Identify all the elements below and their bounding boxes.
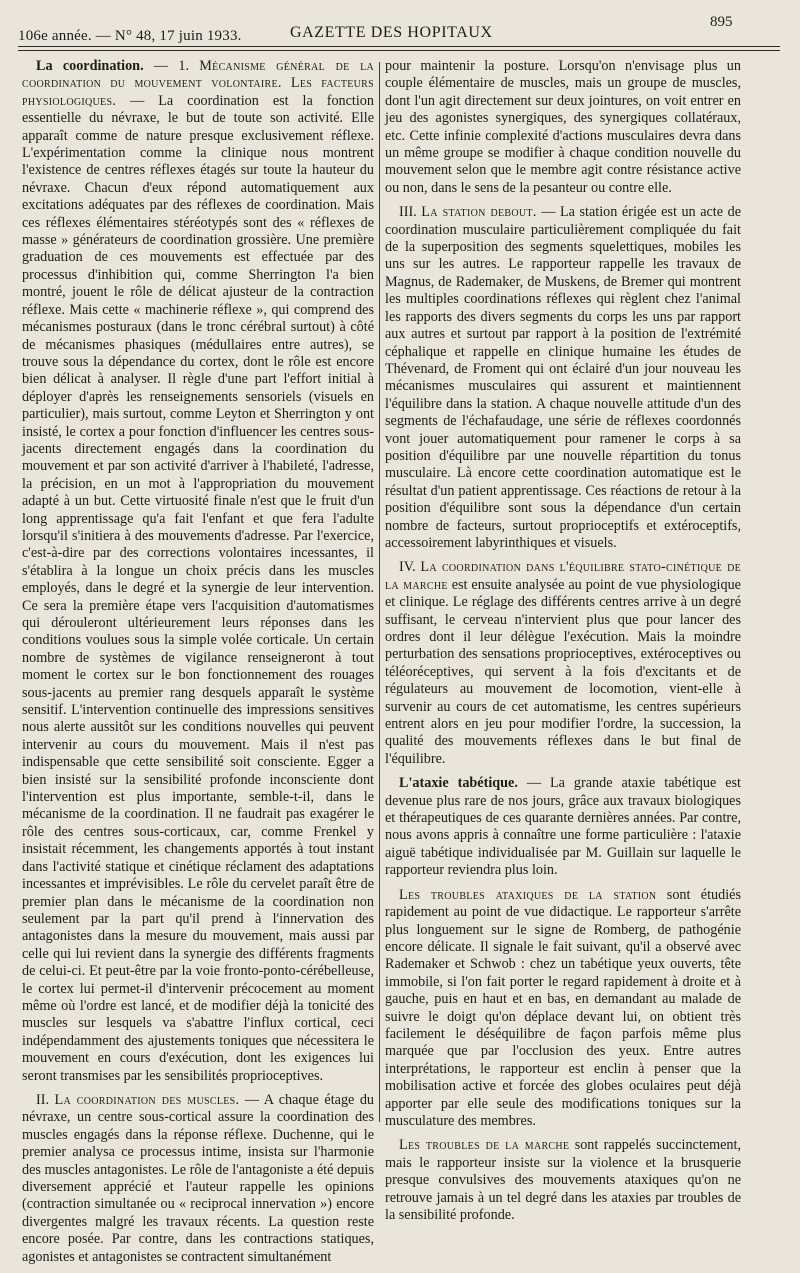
section-number: — 1. <box>143 58 200 74</box>
paragraph-station <box>385 204 741 552</box>
paragraph-text: pour maintenir la posture. Lorsqu'on n'envisage plus un couple élémentaire de muscles, mais un groupe de muscles, dont l'un agit directement sur deux jointures, on voit entrer en jeu des agonistes synergiques, des synergiques collatéraux, etc. Cette infinie complexité d'actions musculaires devra dans un même groupe se modifier à chaque condition nouvelle du mouvement selon que le membre agit contre résistance active ou non, dans le sens de la pesanteur ou contre elle. <box>385 58 741 196</box>
column-divider <box>379 62 380 1122</box>
journal-title: GAZETTE DES HOPITAUX <box>290 24 493 41</box>
section-heading: La station debout. <box>421 204 537 221</box>
header-rule-thin <box>18 50 780 51</box>
section-heading: Les troubles de la marche <box>399 1137 570 1154</box>
paragraph-troubles-marche <box>385 1137 741 1224</box>
section-number: III. <box>399 204 422 221</box>
paragraph-muscles <box>22 1092 374 1266</box>
paragraph-marche <box>385 559 741 768</box>
page-number: 895 <box>710 14 733 30</box>
section-heading: La coordination des muscles. <box>54 1091 240 1108</box>
right-column <box>385 58 741 1231</box>
section-heading: La coordination dans l'équilibre stato-cinétique de la marche <box>385 559 741 593</box>
page-header <box>18 14 733 50</box>
paragraph-text: — La station érigée est un acte de coordination musculaire particulièrement compliquée du fait de la superposition des segments squelettiques, mobiles les uns sur les autres. Le rapporteur rappelle les travaux de Magnus, de Rademaker, de Muskens, de Bremer qui montrent les multiples coordinations réflexes qui règlent chez l'animal les rapports des divers segments du corps les uns par rapport aux autres et surtout par rapport à la position de l'extrémité céphalique et rappelle en clinique humaine les études de Thévenard, de Froment qui ont éclairé d'un jour nouveau les mécanismes musculaires qui assurent et maintiennent l'équilibre dans la station. A chaque nouvelle attitude d'un des segments de l'échafaudage, une série de réflexes coordonnés vont jouer automatiquement pour ramener le corps à sa position d'équilibre par une nouvelle répartition du tonus musculaire. Là encore cette coordination automatique est le résultat d'un patient apprentissage. Ces réactions de retour à la position d'équilibre sont sous la dépendance d'un certain nombre de facteurs, surtout proprioceptifs et extéroceptifs, accessoirement labyrinthiques et visuels. <box>385 204 741 551</box>
paragraph-continuation <box>385 58 741 197</box>
section-run-in: L'ataxie tabétique. <box>399 775 518 792</box>
paragraph-text: — A chaque étage du névraxe, un centre sous-cortical assure la coordination des muscles engagés dans la réponse réflexe. Duchenne, qui le premier analysa ce processus intime, insista sur l'harmonie des muscles antagonistes. Le rôle de l'antagoniste a été depuis diversement apprécié et l'auteur rappelle les opinions (contraction simultanée ou « reciprocal innervation ») encore divergentes malgré les travaux récents. La question reste encore posée. Par contre, dans les contractions statiques, agonistes et antagonistes se contractent simultanément <box>22 1091 375 1265</box>
paragraph-text: — La coordination est la fonction essentielle du névraxe, le but de toute son activité. Elle apparaît comme de nature presque exclusivement réflexe. L'expérimentation comme la clinique nous montrent l'existence de centres réflexes étagés sur toute la hauteur du névraxe. Chacun d'eux répond automatiquement aux excitations adéquates par des réflexes de coordination. Mais ces réflexes élémentaires stéréotypés sont des « réflexes de masse » générateurs de coordination grossière. Une première graduation de ces mouvements est effectuée par des processus d'inhibition qui, comme Sherrington l'a bien montré, jouent le rôle de délicat ajusteur de la contraction réflexe. Mais cette « machinerie réflexe », qui comprend des mécanismes posturaux (dans le tronc cérébral surtout) à côté de mécanismes phasiques (médullaires entre autres), se trouve sous la dépendance du cortex, dont le rôle est encore bien délicat à analyser. Il règle d'une part l'effort initial à déployer d'après les renseignements sensoriels (visuels en particulier), mais surtout, comme Leyton et Sherrington y ont insisté, le cortex a pour fonction d'influencer les centres sous-jacents directement engagés dans la coordination du mouvement et par son activité d'arriver à l'habileté, l'adresse, la précision, en un mot à l'appropriation du mouvement adapté à un but. Cette virtuosité finale n'est que le fruit d'un long apprentissage qu'a fait l'enfant et que fera l'adulte lorsqu'il s'initiera à des mouvements d'adresse. Par l'exercice, c'est-à-dire par des corrections volontaires incessantes, il s'établira à la longue un choix précis dans les muscles employés, dans le degré et la synergie de leur intervention. Ce sera la première étape vers l'acquisition d'automatismes qui dérouleront ultérieurement leurs réponses dans les conditions voulues sous la simple volée corticale. Un certain nombre de systèmes de vigilance renseigneront à tout moment le cortex sur le bon fonctionnement des rouages sous-jacents au premier rang desquels apparaît le système sensitif. L'intervention continuelle des impressions sensitives nous alerte aussitôt sur les conditions nouvelles qui peuvent intervenir au cours du mouvement. Mais il n'est pas indispensable que cette sensibilité soit consciente. Egger a bien insisté sur la sensibilité profonde inconsciente dont l'intervention est plus importante, semble-t-il, dans le mécanisme de la coordination. Il ne faudrait pas exagérer le rôle des centres sous-corticaux, car, comme Frenkel y insistait récemment, les changements apportés à tout instant dans l'activité statique et cinétique réclament des adaptations incessantes et imprévisibles. Le rôle du cervelet paraît être de premier plan dans le mécanisme de la coordination non seulement par la part qu'il prend à l'innervation des antagonistes dans la mesure du mouvement, mais aussi par celle qui lui revient dans la synergie des différents fragments de celui-ci. Et peut-être par la voie fronto-ponto-cérébelleuse, le cortex lui permet-il d'intervenir précocement au moment même où l'ordre est lancé, et de modifier déjà la tonicité des muscles sur lesquels va s'abattre l'influx cortical, ceci indépendamment des ajustements toniques que nécessitera le mouvement en cours d'exécution, dont les exigences lui seront transmises par les sensibilités proprioceptives. <box>22 92 374 1084</box>
paragraph-text: est ensuite analysée au point de vue physiologique et clinique. Le réglage des différents centres arrive à un degré suffisant, le cerveau n'intervient plus que pour lancer des ordres dont il leur délègue l'exécution. Mais la moindre perturbation des sensations proprioceptives, extéroceptives ou téléoréceptives, qui servent à la fois d'excitants et de régulateurs au mouvement de locomotion, vient-elle à survenir au cours de cet automatisme, les centres supérieurs entrent alors en jeu pour modifier l'ordre, la succession, la qualité des mouvements réflexes dans le but final de l'équilibre. <box>385 576 741 767</box>
paragraph-ataxie <box>385 775 741 879</box>
section-number: II. <box>36 1091 55 1108</box>
paragraph-text: sont étudiés rapidement au point de vue didactique. Le rapporteur s'arrête plus longuement sur le signe de Romberg, de pathogénie encore délicate. Il signale le fait suivant, qu'il a observé avec Rademaker et Schwob : chez un tabétique yeux ouverts, tête immobile, si l'on fait porter le regard rapidement à droite et à gauche, puis en haut et en bas, en demandant au malade de suivre le doigt qu'on déplace devant lui, on obtient très facilement le déséquilibre de façon parfois même plus marquée que par l'occlusion des yeux. Entre autres interprétations, le rapporteur est enclin à penser que la mobilisation active et forcée des globes oculaires peut déjà apporter par elle seule des modifications toniques sur la musculature des membres. <box>385 886 741 1129</box>
section-run-in: La coordination. <box>36 58 144 74</box>
paragraph-coordination <box>22 58 374 1085</box>
section-heading: Mécanisme général de la coordination du mouvement volontaire. Les facteurs physiologiques. <box>22 58 374 109</box>
left-column <box>22 58 374 1273</box>
header-rule <box>18 46 780 47</box>
paragraph-text: sont rappelés succinctement, mais le rapporteur insiste sur la violence et la brusquerie presque convulsives des mouvements ataxiques qu'on ne retrouve jamais à un tel degré dans les ataxies par troubles de la sensibilité profonde. <box>385 1137 741 1223</box>
paragraph-troubles-station <box>385 887 741 1131</box>
section-heading: Les troubles ataxiques de la station <box>399 886 657 903</box>
issue-date: 106e année. — N° 48, 17 juin 1933. <box>18 28 242 44</box>
paragraph-text: — La grande ataxie tabétique est devenue plus rare de nos jours, grâce aux travaux biologiques et thérapeutiques de ces quarante dernières années. Par contre, nous avons appris à connaître une forme particulière : l'ataxie aiguë tabétique individualisée par M. Guillain sur laquelle le rapporteur reviendra plus loin. <box>385 775 741 879</box>
section-number: IV. <box>399 559 421 576</box>
